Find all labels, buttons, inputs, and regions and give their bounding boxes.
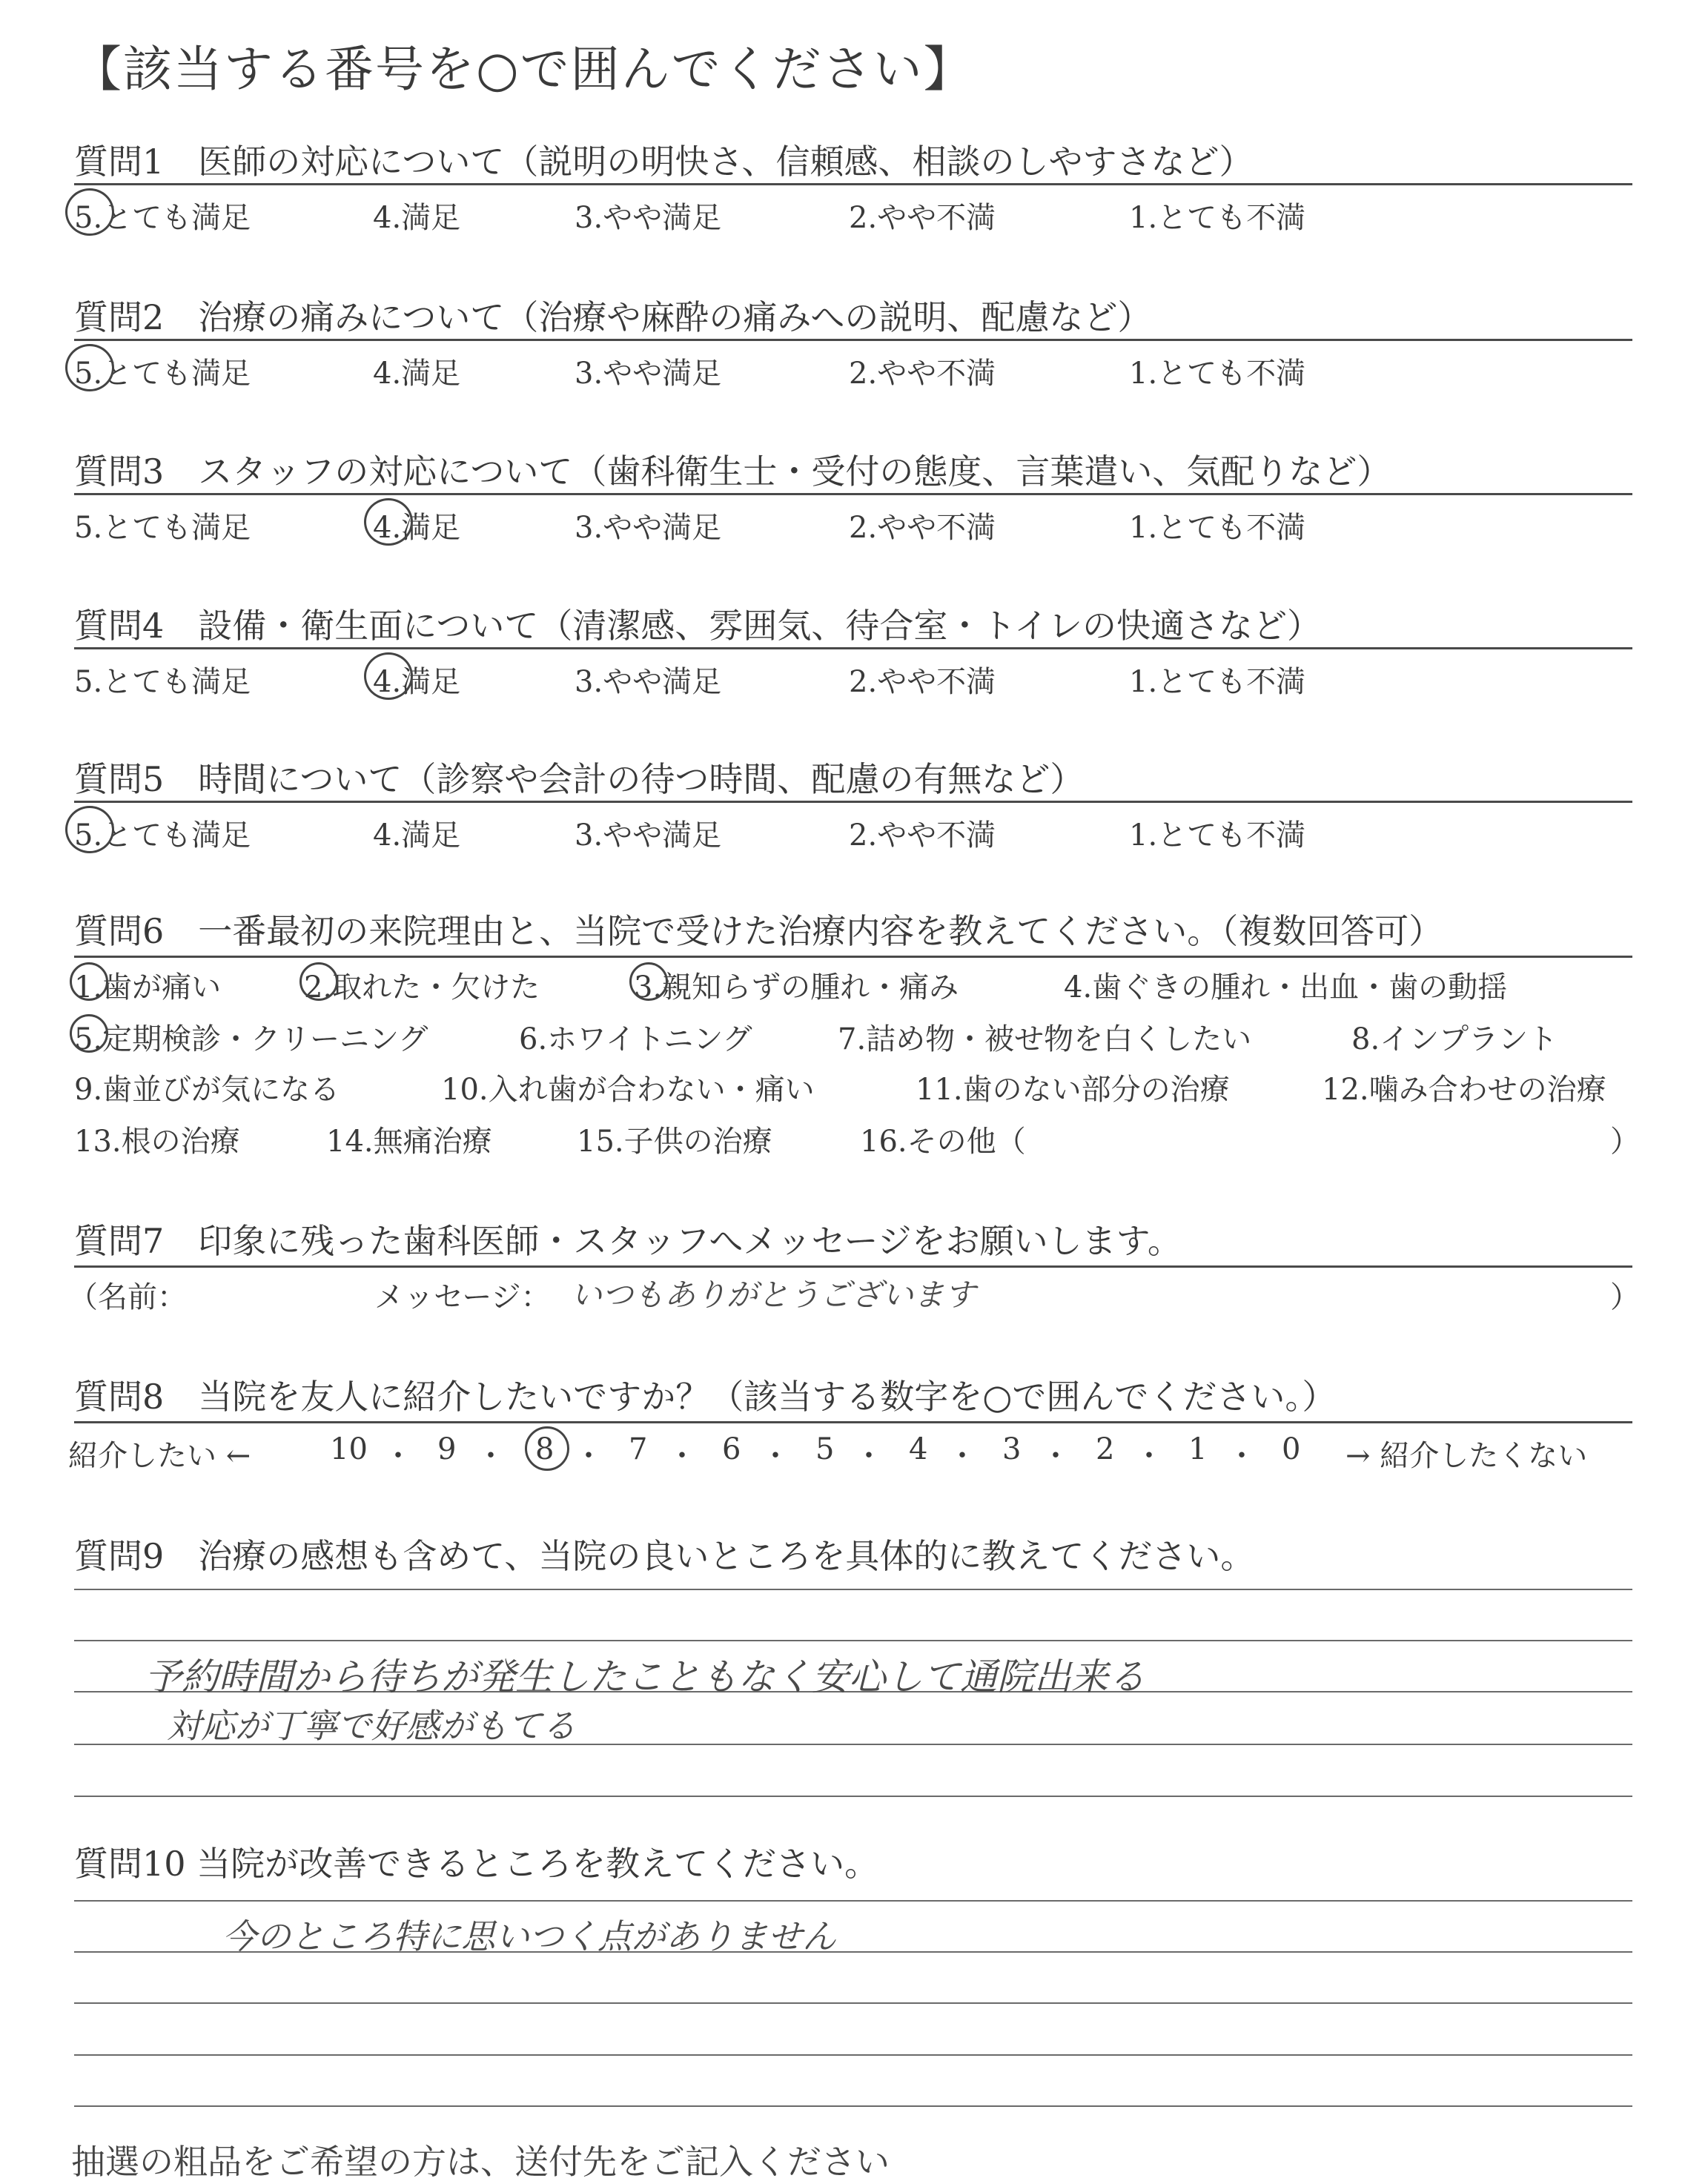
q8-separator-dot: ・ [1227,1439,1257,1473]
q8-separator-dot: ・ [667,1439,697,1473]
q6-option-13[interactable]: 13.根の治療 [74,1125,240,1159]
q5-selected-circle [65,806,114,853]
q10-title: 質問10 当院が改善できるところを教えてください。 [74,1844,879,1884]
q9-title: 質問9 治療の感想も含めて、当院の良いところを具体的に教えてください。 [74,1536,1255,1576]
q4-option-4[interactable]: 4.満足 [373,665,461,699]
q6-option-3[interactable]: 3.親知らずの腫れ・痛み [634,970,959,1005]
q3-option-4[interactable]: 4.満足 [373,511,461,545]
q8-selected-circle [525,1426,569,1471]
q4-option-2[interactable]: 2.やや不満 [849,665,996,699]
q6-option-12[interactable]: 12.噛み合わせの治療 [1322,1073,1606,1107]
q8-scale-5[interactable]: 5 [815,1432,835,1466]
q1-option-1[interactable]: 1.とても不満 [1129,201,1306,235]
q2-option-5[interactable]: 5.とても満足 [74,357,251,391]
q6-selected-circle-1 [70,962,108,1001]
q9-answer-line-1: 予約時間から待ちが発生したこともなく安心して通院出来る [145,1655,1145,1698]
q1-rule [74,183,1632,185]
q8-separator-dot: ・ [761,1439,790,1473]
q4-option-3[interactable]: 3.やや満足 [575,665,722,699]
q6-option-15[interactable]: 15.子供の治療 [577,1125,772,1159]
q10-answer-line-1: 今のところ特に思いつく点がありません [222,1916,836,1956]
q6-option-7[interactable]: 7.詰め物・被せ物を白くしたい [838,1022,1252,1056]
q8-separator-dot: ・ [476,1439,506,1473]
q7-name-label: （名前： [68,1280,187,1314]
q8-scale-10[interactable]: 10 [330,1432,368,1466]
q8-scale-0[interactable]: 0 [1282,1432,1301,1466]
q5-option-5[interactable]: 5.とても満足 [74,818,251,853]
q1-option-4[interactable]: 4.満足 [373,201,461,235]
q4-rule [74,647,1632,649]
q6-selected-circle-5 [70,1014,108,1053]
q1-option-5[interactable]: 5.とても満足 [74,201,251,235]
q8-scale-2[interactable]: 2 [1096,1432,1115,1466]
page-title: 【該当する番号を○で囲んでください】 [73,41,974,98]
q3-option-3[interactable]: 3.やや満足 [575,511,722,545]
q1-title: 質問1 医師の対応について（説明の明快さ、信頼感、相談のしやすさなど） [74,142,1254,182]
q4-option-1[interactable]: 1.とても不満 [1129,665,1306,699]
q6-option-2[interactable]: 2.取れた・欠けた [304,970,540,1005]
q6-option-16[interactable]: 16.その他（ [860,1125,1026,1159]
q8-left-label: 紹介したい ← [68,1439,251,1473]
q8-scale-8[interactable]: 8 [535,1432,555,1466]
q7-title: 質問7 印象に残った歯科医師・スタッフへメッセージをお願いします。 [74,1221,1182,1261]
q4-option-5[interactable]: 5.とても満足 [74,665,251,699]
q3-option-2[interactable]: 2.やや不満 [849,511,996,545]
q6-option-1[interactable]: 1.歯が痛い [74,970,222,1005]
q8-scale-1[interactable]: 1 [1188,1432,1208,1466]
q8-scale-4[interactable]: 4 [909,1432,928,1466]
q7-close-paren: ） [1610,1280,1640,1314]
q8-separator-dot: ・ [854,1439,884,1473]
q3-option-5[interactable]: 5.とても満足 [74,511,251,545]
q8-separator-dot: ・ [1041,1439,1070,1473]
q9-answer-line-2: 対応が丁寧で好感がもてる [167,1706,576,1746]
q3-rule [74,493,1632,495]
q8-title: 質問8 当院を友人に紹介したいですか？（該当する数字を○で囲んでください。） [74,1377,1337,1417]
q3-title: 質問3 スタッフの対応について（歯科衛生士・受付の態度、言葉遣い、気配りなど） [74,451,1391,492]
q1-option-2[interactable]: 2.やや不満 [849,201,996,235]
q8-separator-dot: ・ [574,1439,603,1473]
q6-selected-circle-2 [299,962,338,1001]
q8-scale-3[interactable]: 3 [1002,1432,1022,1466]
q2-title: 質問2 治療の痛みについて（治療や麻酔の痛みへの説明、配慮など） [74,297,1152,337]
q8-scale-9[interactable]: 9 [437,1432,457,1466]
q5-option-3[interactable]: 3.やや満足 [575,818,722,853]
q5-title: 質問5 時間について（診察や会計の待つ時間、配慮の有無など） [74,759,1085,799]
q6-option-4[interactable]: 4.歯ぐきの腫れ・出血・歯の動揺 [1064,970,1508,1005]
q2-selected-circle [65,344,114,391]
q2-rule [74,339,1632,341]
q6-option-9[interactable]: 9.歯並びが気になる [74,1073,340,1107]
footer-cut-text: 抽選の粗品をご希望の方は、送付先をご記入ください [71,2142,890,2182]
q2-option-2[interactable]: 2.やや不満 [849,357,996,391]
q4-selected-circle [364,652,413,700]
q6-option-11[interactable]: 11.歯のない部分の治療 [916,1073,1230,1107]
q8-separator-dot: ・ [383,1439,413,1473]
q7-message-handwritten: いつもありがとうございます [571,1277,976,1313]
q6-option-6[interactable]: 6.ホワイトニング [519,1022,752,1056]
q3-selected-circle [364,498,413,546]
q2-option-1[interactable]: 1.とても不満 [1129,357,1306,391]
q8-separator-dot: ・ [947,1439,977,1473]
q2-option-4[interactable]: 4.満足 [373,357,461,391]
q6-option-5[interactable]: 5.定期検診・クリーニング [74,1022,428,1056]
q4-title: 質問4 設備・衛生面について（清潔感、雰囲気、待合室・トイレの快適さなど） [74,606,1322,646]
q8-scale-6[interactable]: 6 [722,1432,741,1466]
q8-separator-dot: ・ [1134,1439,1164,1473]
q7-message-label: メッセージ： [374,1280,551,1314]
q5-rule [74,801,1632,803]
q5-option-1[interactable]: 1.とても不満 [1129,818,1306,853]
q1-option-3[interactable]: 3.やや満足 [575,201,722,235]
q6-close-paren: ） [1610,1125,1640,1159]
q8-scale-7[interactable]: 7 [629,1432,648,1466]
q6-option-14[interactable]: 14.無痛治療 [326,1125,492,1159]
q6-option-10[interactable]: 10.入れ歯が合わない・痛い [441,1073,815,1107]
q8-right-label: → 紹介したくない [1345,1439,1588,1473]
q6-option-8[interactable]: 8.インプラント [1351,1022,1558,1056]
q6-title: 質問6 一番最初の来院理由と、当院で受けた治療内容を教えてください。（複数回答可） [74,911,1443,951]
q1-selected-circle [65,188,114,236]
q5-option-2[interactable]: 2.やや不満 [849,818,996,853]
q3-option-1[interactable]: 1.とても不満 [1129,511,1306,545]
q5-option-4[interactable]: 4.満足 [373,818,461,853]
q6-selected-circle-3 [629,962,668,1001]
q2-option-3[interactable]: 3.やや満足 [575,357,722,391]
